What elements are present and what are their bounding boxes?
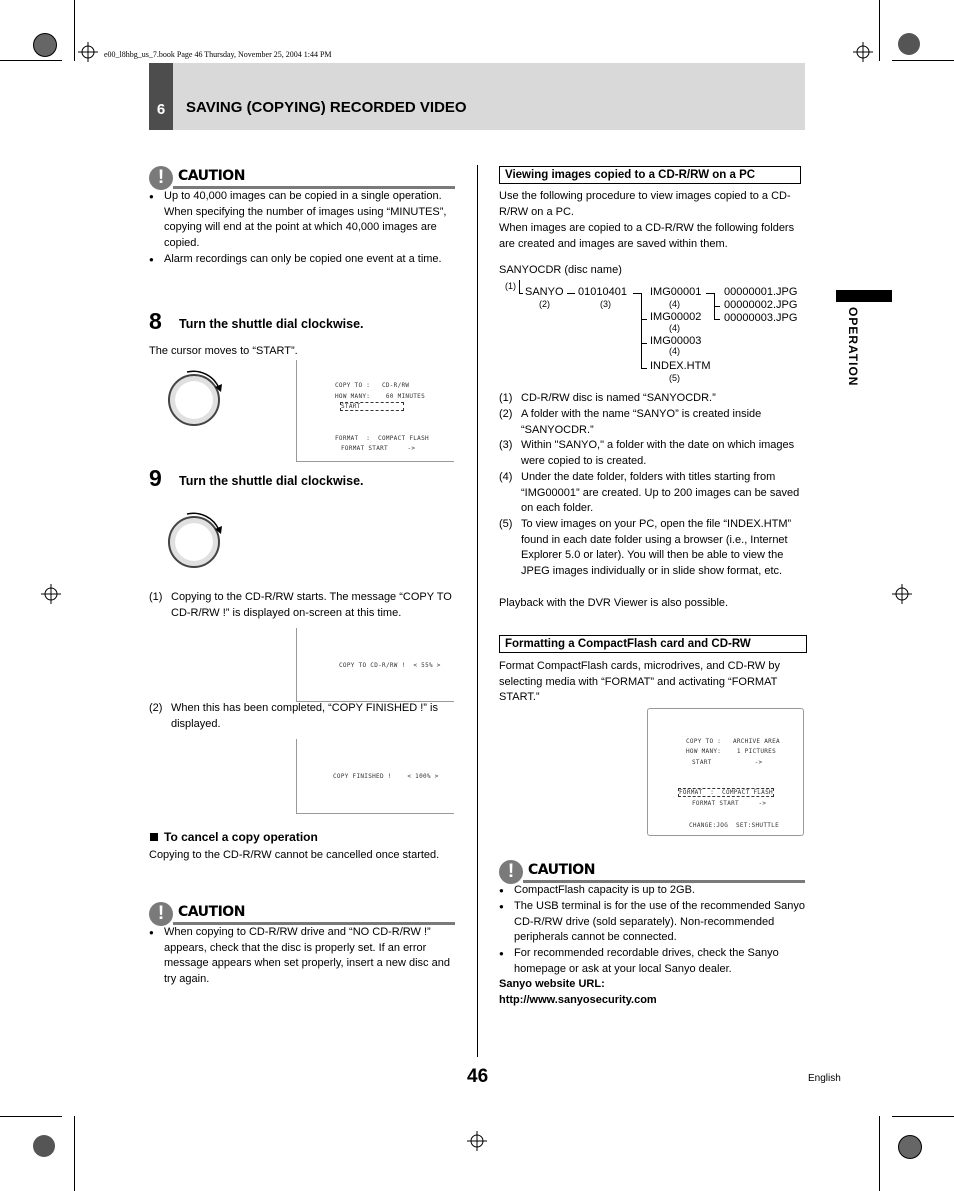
caution-bullet: ● CompactFlash capacity is up to 2GB. bbox=[514, 883, 806, 899]
tree-marker: (4) bbox=[669, 323, 680, 333]
tree-marker: (3) bbox=[600, 299, 611, 309]
crop-mark bbox=[879, 1116, 880, 1191]
side-tab-label: OPERATION bbox=[846, 307, 860, 387]
language-label: English bbox=[808, 1073, 841, 1084]
item-number: (3) bbox=[499, 439, 513, 451]
tree-marker: (5) bbox=[669, 373, 680, 383]
tree-node: 00000002.JPG bbox=[724, 299, 798, 311]
item-text: Within "SANYO," a folder with the date on which images were copied to is created. bbox=[521, 439, 795, 467]
screen-cursor: FORMAT : COMPACT FLASH bbox=[679, 789, 773, 796]
tree-line bbox=[567, 293, 575, 294]
subsection-heading: Viewing images copied to a CD-R/RW on a PC bbox=[499, 166, 801, 184]
tree-line bbox=[641, 319, 647, 320]
step-note: The cursor moves to “START”. bbox=[149, 345, 298, 357]
crop-mark bbox=[892, 60, 954, 61]
numbered-item bbox=[499, 407, 811, 438]
exclamation-icon: ! bbox=[149, 166, 173, 190]
tree-node: INDEX.HTM bbox=[650, 360, 711, 372]
item-number: (2) bbox=[499, 408, 513, 420]
url-label: Sanyo website URL: bbox=[499, 978, 605, 990]
item-text: When this has been completed, “COPY FINISHED !” is displayed. bbox=[171, 702, 438, 730]
screen-cursor: START bbox=[340, 402, 404, 411]
caution-bullet: ● Alarm recordings can only be copied one event at a time. bbox=[164, 252, 456, 268]
caution-label: CAUTION bbox=[178, 904, 245, 920]
crosshair-icon bbox=[41, 584, 61, 604]
crop-mark bbox=[0, 60, 62, 61]
screen-line: COPY TO : CD-R/RW bbox=[335, 382, 410, 389]
crosshair-icon bbox=[467, 1131, 487, 1151]
exclamation-icon: ! bbox=[499, 860, 523, 884]
crop-mark bbox=[74, 0, 75, 61]
subheading: To cancel a copy operation bbox=[164, 830, 318, 844]
tree-line bbox=[633, 293, 641, 294]
crosshair-icon bbox=[892, 584, 912, 604]
registration-mark-icon bbox=[33, 33, 57, 57]
side-tab-bar bbox=[836, 290, 892, 302]
step-number: 8 bbox=[149, 308, 162, 334]
numbered-item bbox=[499, 438, 811, 469]
shuttle-dial-illustration bbox=[165, 368, 225, 428]
square-bullet-icon bbox=[150, 833, 158, 841]
screen-line: FORMAT : COMPACT FLASH bbox=[335, 435, 429, 442]
caution-bullet: ● Up to 40,000 images can be copied in a single operation. When specifying the number of images using “MINUTES”, copying will end at the point at which 40,000 images are copied. bbox=[164, 189, 456, 251]
caution-bullet: ● The USB terminal is for the use of the recommended Sanyo CD-R/RW drive (sold separately). Non-recommended peripherals cannot be connected. bbox=[514, 899, 806, 946]
numbered-item bbox=[149, 590, 459, 621]
tree-node: 00000001.JPG bbox=[724, 286, 798, 298]
caution-label: CAUTION bbox=[528, 862, 595, 878]
registration-mark-icon bbox=[898, 33, 920, 55]
caution-label: CAUTION bbox=[178, 168, 245, 184]
tree-node: IMG00002 bbox=[650, 311, 702, 323]
screen-line: FORMAT START -> bbox=[692, 800, 767, 807]
numbered-item bbox=[499, 517, 811, 579]
tree-root: SANYOCDR (disc name) bbox=[499, 264, 622, 276]
step-number: 9 bbox=[149, 465, 162, 491]
item-number: (1) bbox=[149, 591, 163, 603]
page-number: 46 bbox=[467, 1066, 489, 1087]
section-title: SAVING (COPYING) RECORDED VIDEO bbox=[186, 99, 467, 116]
tree-line bbox=[714, 319, 720, 320]
column-divider bbox=[477, 165, 478, 1057]
crosshair-icon bbox=[78, 42, 98, 62]
tree-line bbox=[519, 280, 520, 294]
clockwise-arrow-icon bbox=[165, 510, 229, 574]
tree-line bbox=[519, 293, 523, 294]
caution-bullet: ● For recommended recordable drives, check the Sanyo homepage or ask at your local Sanyo dealer. bbox=[514, 946, 806, 977]
section-header-bar bbox=[149, 63, 805, 130]
screen-line: FORMAT START -> bbox=[341, 445, 416, 452]
tree-line bbox=[706, 293, 714, 294]
item-number: (4) bbox=[499, 471, 513, 483]
osd-screen-4 bbox=[647, 708, 804, 836]
numbered-item bbox=[149, 701, 459, 732]
tree-marker: (4) bbox=[669, 346, 680, 356]
tree-node: 01010401 bbox=[578, 286, 627, 298]
caution-bullet: ● When copying to CD-R/RW drive and “NO CD-R/RW !” appears, check that the disc is properly set. If an error message appears when set properly, insert a new disc and try again. bbox=[164, 925, 456, 987]
file-meta-line: e00_l8hbg_us_7.book Page 46 Thursday, November 25, 2004 1:44 PM bbox=[104, 50, 332, 59]
screen-line: COPY TO : ARCHIVE AREA bbox=[686, 738, 780, 745]
item-text: Copying to the CD-R/RW starts. The message “COPY TO CD-R/RW !” is displayed on-screen at this time. bbox=[171, 591, 452, 619]
paragraph: Playback with the DVR Viewer is also possible. bbox=[499, 597, 729, 609]
crosshair-icon bbox=[853, 42, 873, 62]
crop-mark bbox=[0, 1116, 62, 1117]
tree-marker: (2) bbox=[539, 299, 550, 309]
item-number: (2) bbox=[149, 702, 163, 714]
tree-node: IMG00001 bbox=[650, 286, 702, 298]
paragraph: Use the following procedure to view images copied to a CD-R/RW on a PC. bbox=[499, 190, 791, 218]
tree-line bbox=[714, 306, 720, 307]
section-number: 6 bbox=[149, 63, 173, 130]
step-text: Turn the shuttle dial clockwise. bbox=[179, 317, 364, 331]
website-link[interactable]: http://www.sanyosecurity.com bbox=[499, 994, 657, 1006]
item-text: CD-R/RW disc is named “SANYOCDR.” bbox=[521, 392, 716, 404]
screen-line: HOW MANY: 1 PICTURES bbox=[686, 748, 776, 755]
screen-line: COPY FINISHED ! < 100% > bbox=[333, 773, 439, 780]
osd-screen-2 bbox=[296, 628, 454, 702]
screen-line: COPY TO CD-R/RW ! < 55% > bbox=[339, 662, 441, 669]
item-text: Under the date folder, folders with titles starting from “IMG00001” are created. Up to 200 images can be saved on each folder. bbox=[521, 471, 800, 515]
item-number: (1) bbox=[499, 392, 513, 404]
step-text: Turn the shuttle dial clockwise. bbox=[179, 474, 364, 488]
osd-screen-1 bbox=[296, 360, 454, 462]
registration-mark-icon bbox=[898, 1135, 922, 1159]
screen-line: START -> bbox=[692, 759, 763, 766]
tree-node: 00000003.JPG bbox=[724, 312, 798, 324]
paragraph: Copying to the CD-R/RW cannot be cancelled once started. bbox=[149, 849, 440, 861]
crop-mark bbox=[892, 1116, 954, 1117]
folder-tree-diagram bbox=[499, 264, 819, 389]
exclamation-icon: ! bbox=[149, 902, 173, 926]
numbered-item bbox=[499, 391, 811, 407]
osd-screen-3 bbox=[296, 739, 454, 814]
tree-marker: (4) bbox=[669, 299, 680, 309]
paragraph: When images are copied to a CD-R/RW the following folders are created and images are saved within them. bbox=[499, 222, 795, 250]
clockwise-arrow-icon bbox=[165, 368, 229, 432]
paragraph: Format CompactFlash cards, microdrives, and CD-RW by selecting media with “FORMAT” and activating “FORMAT START.” bbox=[499, 660, 780, 704]
crop-mark bbox=[74, 1116, 75, 1191]
subsection-heading: Formatting a CompactFlash card and CD-RW bbox=[499, 635, 807, 653]
numbered-item bbox=[499, 470, 811, 517]
tree-line bbox=[641, 343, 647, 344]
item-text: To view images on your PC, open the file “INDEX.HTM” found in each date folder using a browser (i.e., Internet Explorer 5.0 or later). You will then be able to view the JPEG images individually or in slide show format, etc. bbox=[521, 518, 792, 577]
crop-mark bbox=[879, 0, 880, 61]
screen-line: HOW MANY: 60 MINUTES bbox=[335, 393, 425, 400]
screen-line: CHANGE:JOG SET:SHUTTLE bbox=[689, 822, 779, 829]
tree-node: SANYO bbox=[525, 286, 564, 298]
tree-line bbox=[641, 293, 642, 368]
tree-node: IMG00003 bbox=[650, 335, 702, 347]
item-text: A folder with the name “SANYO” is created inside “SANYOCDR.” bbox=[521, 408, 762, 436]
tree-line bbox=[641, 368, 647, 369]
item-number: (5) bbox=[499, 518, 513, 530]
tree-marker: (1) bbox=[505, 281, 516, 291]
registration-mark-icon bbox=[33, 1135, 55, 1157]
shuttle-dial-illustration bbox=[165, 510, 225, 570]
